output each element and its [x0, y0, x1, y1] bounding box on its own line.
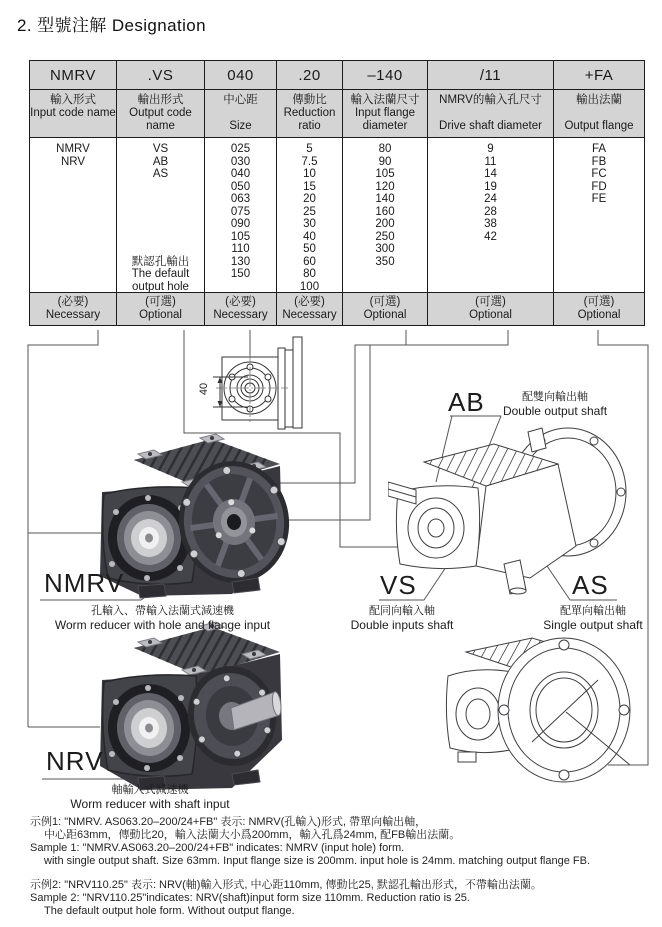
caption-vs: 配同向輸入軸 Double inputs shaft	[350, 605, 454, 632]
caption-nrv: 軸輸入式減速機 Worm reducer with shaft input	[70, 784, 230, 811]
header-size: 中心距 Size	[205, 90, 277, 138]
sample1-cn-line1: 示例1: "NMRV. AS063.20–200/24+FB" 表示: NMRV(孔輸入)形式, 帶單向輸出軸，	[30, 816, 427, 828]
values-ratios: 5 7.5 10 15 20 25 30 40 50 60 80 100	[277, 138, 343, 293]
header-drive-shaft: NMRV的輸入孔尺寸 Drive shaft diameter	[428, 90, 554, 138]
footer-col6: (可選) Optional	[428, 293, 554, 325]
dimension-40-label: 40	[198, 382, 210, 396]
caption-as: 配單向輸出軸 Single output shaft	[543, 605, 643, 632]
values-output-flanges: FA FB FC FD FE	[554, 138, 644, 293]
label-nrv: NRV	[46, 746, 104, 776]
page-title: 2. 型號注解 Designation	[17, 16, 207, 35]
header-output-code: 輸出形式 Output code name	[117, 90, 205, 138]
footer-col1: (必要) Necessary	[30, 293, 117, 325]
footer-col4: (必要) Necessary	[277, 293, 343, 325]
label-ab: AB	[448, 387, 485, 417]
code-shaft: /11	[428, 61, 554, 90]
as-reducer-diagram	[436, 618, 642, 790]
values-output-codes	[117, 138, 205, 293]
code-size: 040	[205, 61, 277, 90]
output-code-list: VS AB AS	[152, 143, 169, 180]
footer-col3: (必要) Necessary	[205, 293, 277, 325]
sample2-en-line2: The default output hole form. Without output flange.	[44, 905, 295, 917]
designation-table	[29, 60, 645, 326]
footer-col5: (可選) Optional	[343, 293, 428, 325]
code-output: .VS	[117, 61, 205, 90]
values-sizes: 025 030 040 050 063 075 090 105 110 130 150	[205, 138, 277, 293]
sample-notes	[30, 816, 645, 918]
header-input-code: 輸入形式 Input code name	[30, 90, 117, 138]
sample2-en-line1: Sample 2: "NRV110.25"indicates: NRV(shaft)input form size 110mm. Reduction ratio is 25.	[30, 892, 470, 904]
label-nmrv: NMRV	[44, 568, 125, 598]
sample2-cn: 示例2: "NRV110.25" 表示: NRV(軸)輸入形式, 中心距110mm, 傳動比25, 默認孔輸出形式，不帶輸出法蘭。	[30, 879, 542, 891]
values-shafts: 9 11 14 19 24 28 38 42	[428, 138, 554, 293]
header-input-flange: 輸入法蘭尺寸 Input flange diameter	[343, 90, 428, 138]
values-input-codes: NMRV NRV	[30, 138, 117, 293]
header-output-flange: 輸出法蘭 Output flange	[554, 90, 644, 138]
footer-col2: (可選) Optional	[117, 293, 205, 325]
front-view-drawing	[213, 337, 302, 429]
code-flange: –140	[343, 61, 428, 90]
label-as: AS	[572, 570, 609, 600]
caption-ab: 配雙向輸出軸 Double output shaft	[502, 391, 608, 418]
code-ratio: .20	[277, 61, 343, 90]
sample1-en-line2: with single output shaft. Size 63mm. Input flange size is 200mm. input hole is 24mm. matching output flange FB.	[44, 855, 591, 867]
sample1-cn-line2: 中心距63mm，傳動比20，輸入法蘭大小爲200mm，輸入孔爲24mm, 配FB輸出法蘭。	[44, 829, 461, 841]
output-default-note: 默認孔輸出 The default output hole	[131, 255, 190, 293]
label-vs: VS	[380, 570, 417, 600]
code-outflange: +FA	[554, 61, 644, 90]
values-flanges: 80 90 105 120 140 160 200 250 300 350	[343, 138, 428, 293]
footer-col7: (可選) Optional	[554, 293, 644, 325]
nrv-reducer-photo	[82, 612, 294, 797]
caption-nmrv: 孔輸入、帶輸入法蘭式減速機 Worm reducer with hole and flange input	[54, 605, 271, 632]
header-ratio: 傳動比 Reduction ratio	[277, 90, 343, 138]
code-input: NMRV	[30, 61, 117, 90]
sample1-en-line1: Sample 1: "NMRV.AS063.20–200/24+FB" indicates: NMRV (input hole) form.	[30, 842, 405, 854]
